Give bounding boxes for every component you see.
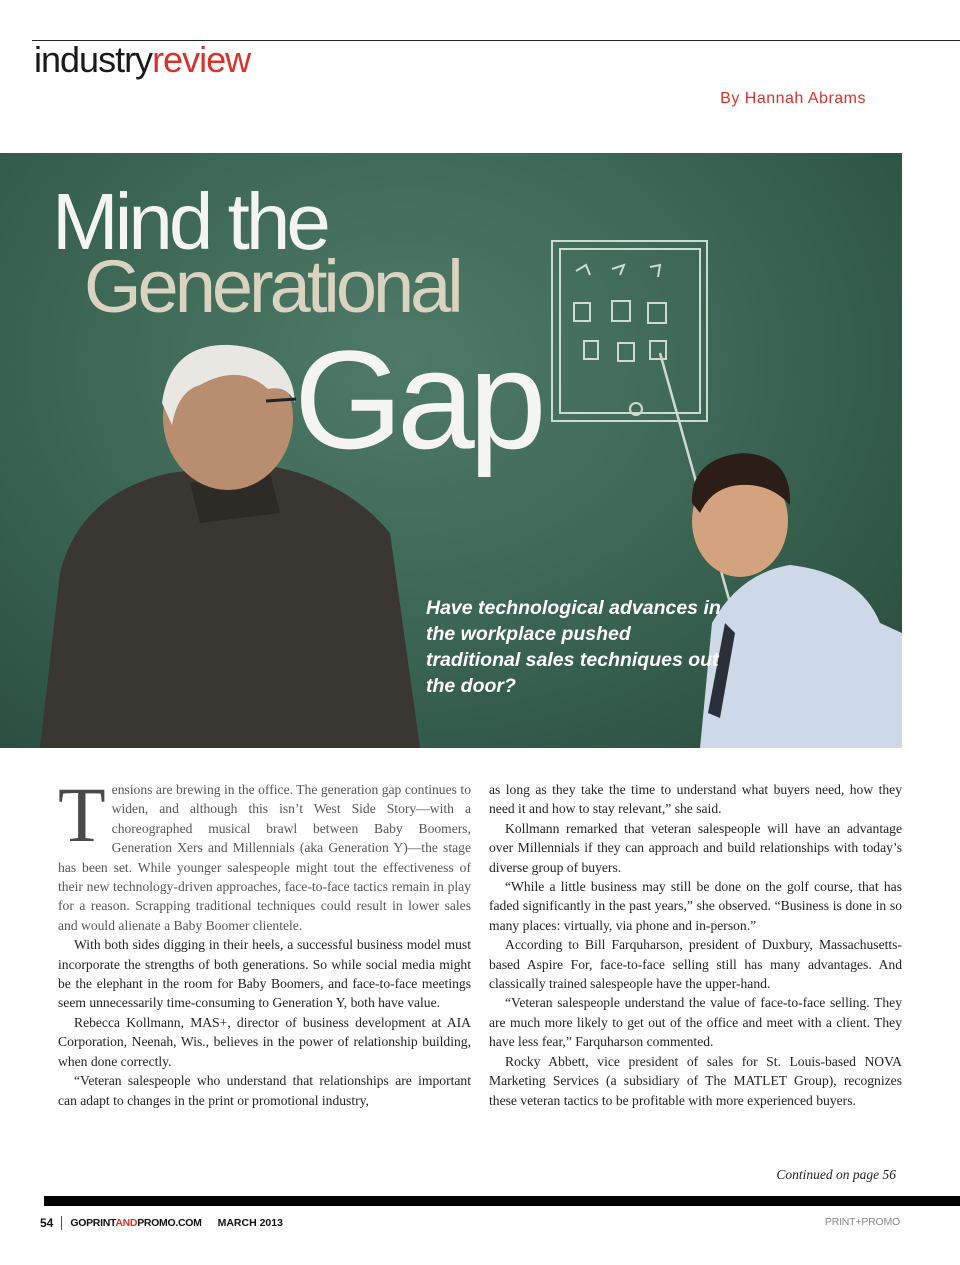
deck-text: Have technological advances in the workplace pushed traditional sales techniques out the door?: [426, 597, 721, 697]
issue-date: MARCH 2013: [217, 1217, 283, 1229]
website-link[interactable]: [70, 1217, 201, 1229]
headline-line3: Gap: [294, 321, 541, 478]
headline-line1: Mind the: [52, 177, 327, 266]
continued-note: Continued on page 56: [776, 1167, 896, 1182]
article-paragraph: as long as they take the time to understand what buyers need, how they need it and how to stay relevant,” she said.: [489, 782, 902, 817]
website-part2: AND: [115, 1217, 138, 1229]
article-paragraph: “While a little business may still be done on the golf course, that has faded significantly in the past years,” she observed. “Business is done in so many places: virtually, via phone and in-person.”: [489, 879, 902, 933]
website-part1: GOPRINT: [70, 1217, 116, 1229]
headline-line2: Generational: [84, 245, 460, 328]
article-paragraph: Rocky Abbett, vice president of sales for St. Louis-based NOVA Marketing Services (a subsidiary of The MATLET Group), recognizes these veteran tactics to be profitable with more experienced buyers.: [489, 1053, 902, 1108]
article-column-2: [489, 780, 902, 1110]
section-header-part2: review: [152, 39, 251, 80]
footer-left: [40, 1216, 283, 1230]
article-column-1: [58, 771, 471, 1110]
page-number: 54: [40, 1216, 54, 1230]
article-paragraph: According to Bill Farquharson, president of Duxbury, Massachusetts-based Aspire For, face-to-face selling still has many advantages. And classically trained salespeople have the upper-hand.: [489, 937, 902, 992]
article-paragraph: Kollmann remarked that veteran salespeople will have an advantage over Millennials if they can approach and build relationships with today’s diverse group of buyers.: [489, 820, 902, 875]
footer-divider: [61, 1216, 62, 1230]
website-part3: PROMO.COM: [137, 1217, 202, 1229]
footer-bar: [44, 1196, 960, 1206]
article-paragraph: “Veteran salespeople understand the value of face-to-face selling. They are much more likely to get out of the office and meet with a client. They have less fear,” Farquharson commented.: [489, 995, 902, 1050]
magazine-name: PRINT+PROMO: [824, 1216, 900, 1228]
lede-paragraph: ensions are brewing in the office. The generation gap continues to widen, and although this isn’t West Side Story—with a choreographed musical brawl between Baby Boomers, Generation Xers and Millennials (aka Generation Y)—the stage has been set. While younger salespeople might tout the effectiveness of their new technology-driven approaches, face-to-face tactics remain in play for a reason. Scrapping traditional techniques could result in lower sales and would alienate a Baby Boomer clientele.: [58, 782, 471, 933]
section-header: [34, 36, 250, 84]
article-paragraph: “Veteran salespeople who understand that relationships are important can adapt to changes in the print or promotional industry,: [58, 1073, 471, 1108]
drop-cap: T: [58, 771, 106, 858]
article-paragraph: Rebecca Kollmann, MAS+, director of business development at AIA Corporation, Neenah, Wis., believes in the power of relationship building, when done correctly.: [58, 1014, 471, 1069]
byline: By Hannah Abrams: [720, 90, 866, 107]
hero-image: [0, 153, 902, 748]
article-paragraph: With both sides digging in their heels, a successful business model must incorporate the strengths of both generations. So while social media might be the elephant in the room for Baby Boomers, and face-to-face meetings seem unnecessarily time-consuming to Generation Y, both have value.: [58, 937, 471, 1011]
section-header-part1: industry: [34, 39, 153, 80]
